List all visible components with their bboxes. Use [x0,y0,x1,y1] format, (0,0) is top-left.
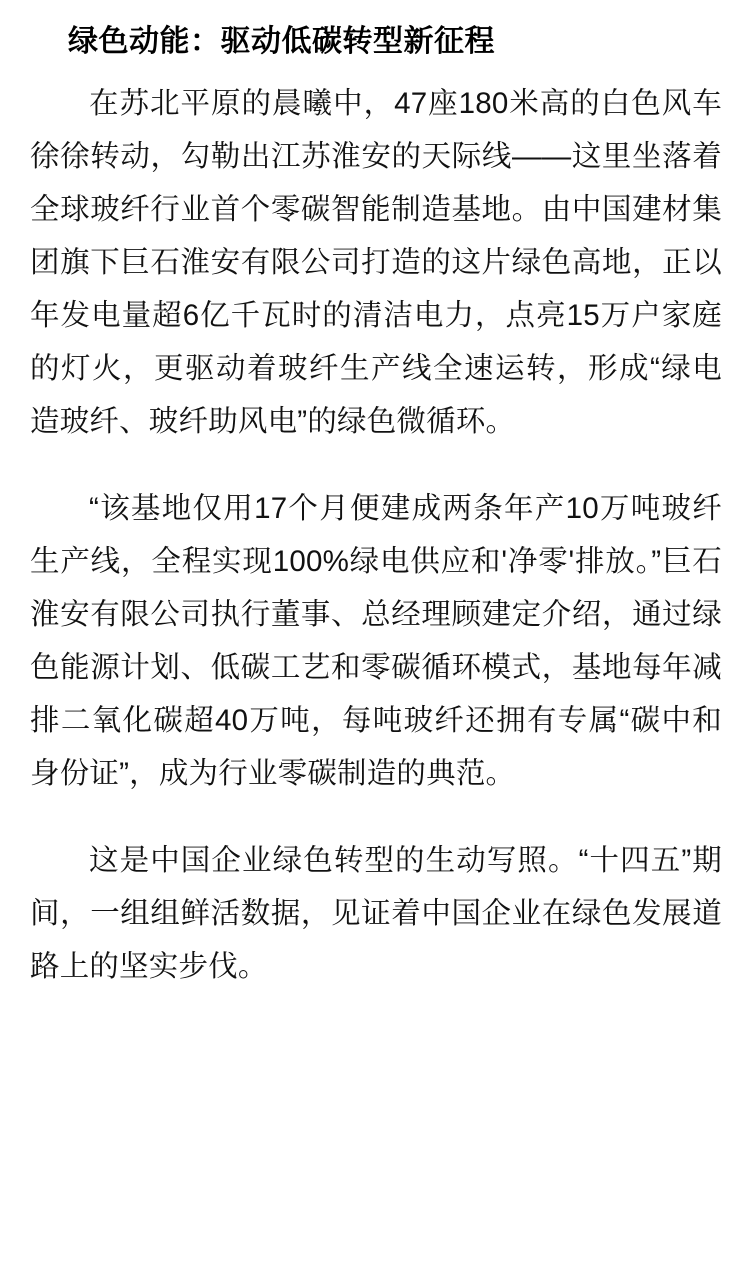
article-paragraph: “该基地仅用17个月便建成两条年产10万吨玻纤生产线，全程实现100%绿电供应和'净零'排放。”巨石淮安有限公司执行董事、总经理顾建定介绍，通过绿色能源计划、低碳工艺和零碳循环模式，基地每年减排二氧化碳超40万吨，每吨玻纤还拥有专属“碳中和身份证”，成为行业零碳制造的典范。 [30,491,722,790]
article-body [30,77,722,993]
page-title: 绿色动能：驱动低碳转型新征程 [68,25,495,58]
article-paragraph: 在苏北平原的晨曦中，47座180米高的白色风车徐徐转动，勾勒出江苏淮安的天际线——这里坐落着全球玻纤行业首个零碳智能制造基地。由中国建材集团旗下巨石淮安有限公司打造的这片绿色高地，正以年发电量超6亿千瓦时的清洁电力，点亮15万户家庭的灯火，更驱动着玻纤生产线全速运转，形成“绿电造玻纤、玻纤助风电”的绿色微循环。 [30,86,722,438]
article-paragraph: 这是中国企业绿色转型的生动写照。“十四五”期间，一组组鲜活数据，见证着中国企业在绿色发展道路上的坚实步伐。 [30,843,722,983]
